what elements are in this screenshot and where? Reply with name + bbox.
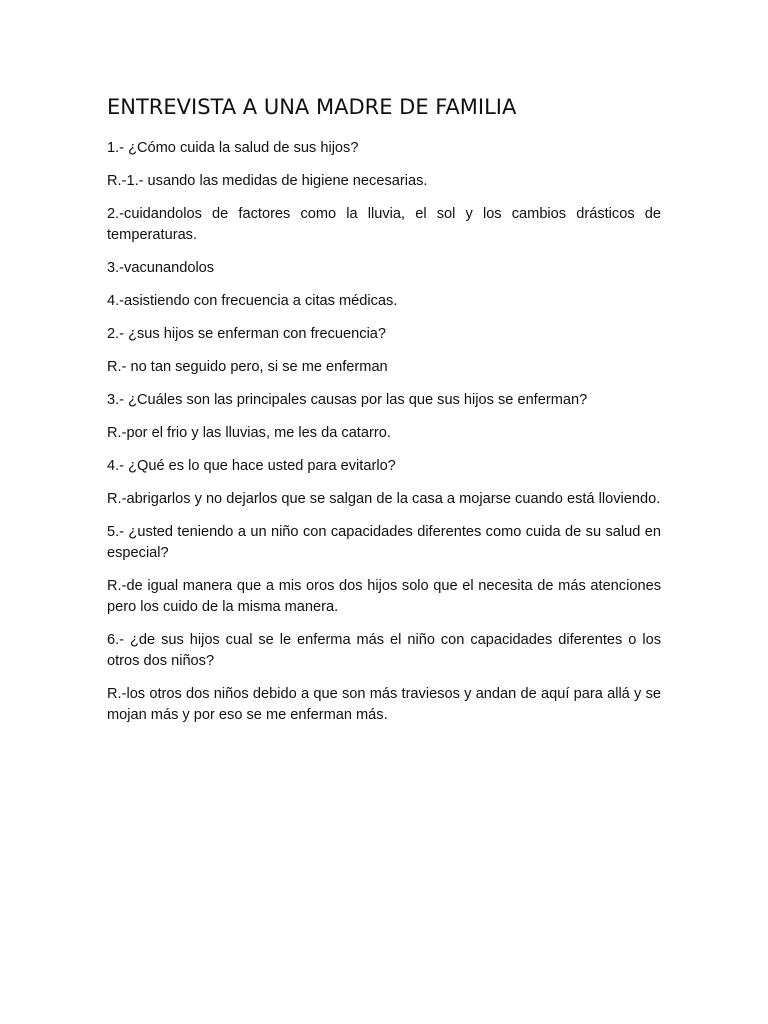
document-body <box>107 138 661 726</box>
answer-1-item-2: 2.-cuidandolos de factores como la lluvia, el sol y los cambios drásticos de temperaturas. <box>107 206 661 243</box>
answer-2: R.- no tan seguido pero, si se me enferman <box>107 359 388 375</box>
document-title: ENTREVISTA A UNA MADRE DE FAMILIA <box>107 95 517 119</box>
answer-1-item-3: 3.-vacunandolos <box>107 260 215 276</box>
question-2: 2.- ¿sus hijos se enferman con frecuencia? <box>107 326 387 342</box>
answer-3: R.-por el frio y las lluvias, me les da catarro. <box>107 425 391 441</box>
question-6: 6.- ¿de sus hijos cual se le enferma más el niño con capacidades diferentes o los otros dos niños? <box>107 632 661 669</box>
answer-4: R.-abrigarlos y no dejarlos que se salgan de la casa a mojarse cuando está lloviendo. <box>107 491 661 507</box>
question-1: 1.- ¿Cómo cuida la salud de sus hijos? <box>107 140 359 156</box>
answer-6: R.-los otros dos niños debido a que son más traviesos y andan de aquí para allá y se mojan más y por eso se me enferman más. <box>107 686 661 723</box>
answer-1-item-1: R.-1.- usando las medidas de higiene necesarias. <box>107 173 428 189</box>
question-5: 5.- ¿usted teniendo a un niño con capacidades diferentes como cuida de su salud en especial? <box>107 524 661 561</box>
question-4: 4.- ¿Qué es lo que hace usted para evitarlo? <box>107 458 396 474</box>
answer-5: R.-de igual manera que a mis oros dos hijos solo que el necesita de más atenciones pero los cuido de la misma manera. <box>107 578 661 615</box>
answer-1-item-4: 4.-asistiendo con frecuencia a citas médicas. <box>107 293 398 309</box>
question-3: 3.- ¿Cuáles son las principales causas por las que sus hijos se enferman? <box>107 392 588 408</box>
